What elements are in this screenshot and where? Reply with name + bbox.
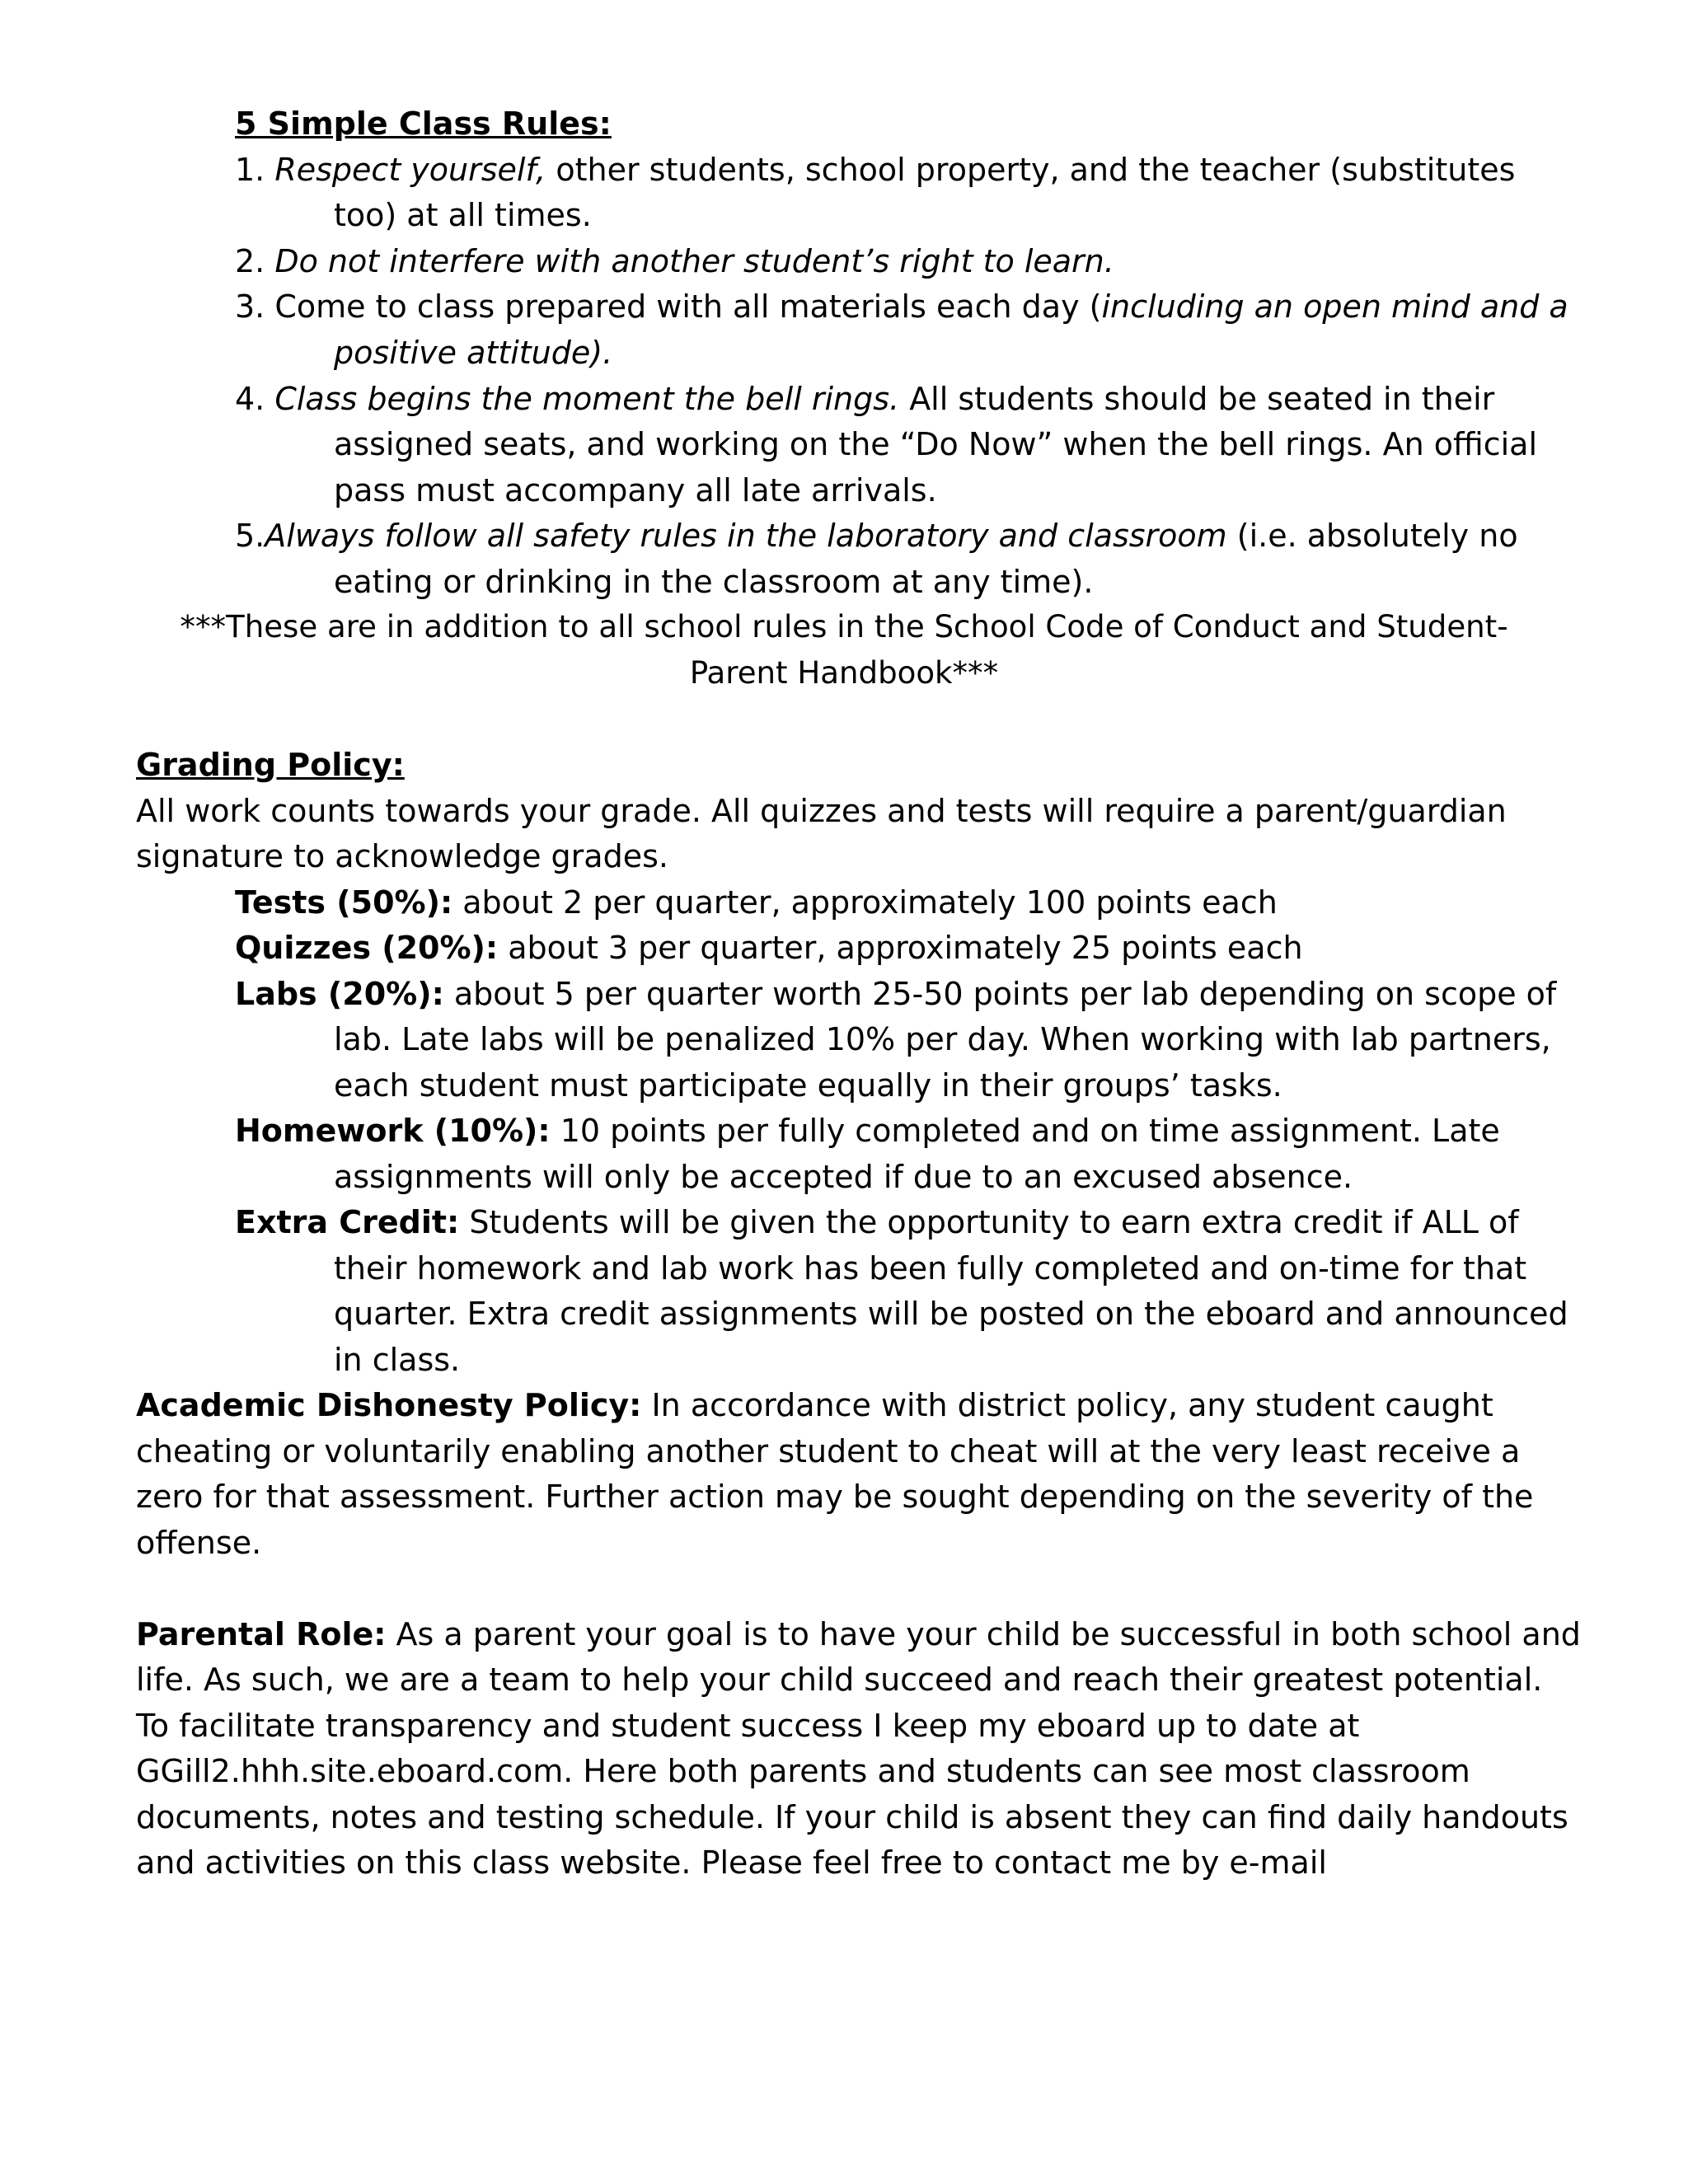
rules-note-line-1: ***These are in addition to all school rules in the School Code of Conduct and Student- (180, 609, 1508, 644)
rule-2-emphasis: Do not interfere with another student’s right to learn. (274, 243, 1114, 279)
dishonesty-line-3: zero for that assessment. Further action may be sought depending on the severity of the (136, 1479, 1534, 1515)
grading-tests (235, 879, 1278, 926)
extra-credit-continued-1: their homework and lab work has been fully completed and on-time for that (334, 1250, 1527, 1286)
dishonesty-line-2: cheating or voluntarily enabling another student to cheat will at the very least receive a (136, 1433, 1521, 1469)
labs-continued-2: each student must participate equally in their groups’ tasks. (334, 1067, 1282, 1104)
quizzes-label: Quizzes (20%): (235, 930, 499, 966)
rule-1-text: other students, school property, and the teacher (substitutes (546, 152, 1516, 188)
rule-4-continued-1: assigned seats, and working on the “Do Now” when the bell rings. An official (334, 426, 1538, 462)
extra-credit-text: Students will be given the opportunity to earn extra credit if ALL of (459, 1204, 1519, 1240)
grading-intro-1: All work counts towards your grade. All quizzes and tests will require a parent/guardian (136, 793, 1507, 829)
rule-3-text: Come to class prepared with all materials each day ( (274, 288, 1102, 325)
dishonesty-label: Academic Dishonesty Policy: (136, 1387, 642, 1423)
parental-line-5: documents, notes and testing schedule. If your child is absent they can find daily handouts (136, 1799, 1568, 1835)
parental-line-2: life. As such, we are a team to help your child succeed and reach their greatest potential. (136, 1661, 1543, 1698)
grading-labs (235, 971, 1556, 1017)
labs-label: Labs (20%): (235, 976, 444, 1012)
quizzes-text: about 3 per quarter, approximately 25 points each (498, 930, 1303, 966)
parental-line-1 (136, 1611, 1581, 1657)
homework-continued: assignments will only be accepted if due to an excused absence. (334, 1159, 1353, 1195)
rule-4-text: All students should be seated in their (899, 381, 1495, 417)
grading-heading: Grading Policy: (136, 747, 405, 783)
parental-line-4: GGill2.hhh.site.eboard.com. Here both parents and students can see most classroom (136, 1753, 1470, 1789)
grading-quizzes (235, 925, 1303, 971)
rule-5-continued: eating or drinking in the classroom at any time). (334, 564, 1094, 600)
parental-label: Parental Role: (136, 1616, 387, 1652)
rule-4-number: 4. (235, 381, 275, 417)
rule-1 (235, 147, 1515, 193)
rule-1-emphasis: Respect yourself, (274, 152, 546, 188)
rule-2-number: 2. (235, 243, 275, 279)
homework-label: Homework (10%): (235, 1113, 551, 1149)
rule-5-text: (i.e. absolutely no (1226, 518, 1518, 554)
rule-3 (235, 284, 1568, 330)
rules-heading: 5 Simple Class Rules: (235, 105, 612, 142)
extra-credit-continued-2: quarter. Extra credit assignments will be posted on the eboard and announced (334, 1296, 1568, 1332)
rule-3-number: 3. (235, 288, 275, 325)
extra-credit-continued-3: in class. (334, 1342, 461, 1378)
rules-note-line-2: Parent Handbook*** (689, 655, 999, 691)
rule-2 (235, 238, 1114, 284)
grading-extra-credit (235, 1199, 1519, 1245)
grading-intro-2: signature to acknowledge grades. (136, 838, 668, 874)
rule-3-continued: positive attitude). (334, 335, 613, 371)
labs-text: about 5 per quarter worth 25-50 points per lab depending on scope of (443, 976, 1557, 1012)
dishonesty-text: In accordance with district policy, any student caught (641, 1387, 1493, 1423)
dishonesty-line-4: offense. (136, 1525, 262, 1561)
dishonesty-line-1 (136, 1382, 1493, 1428)
rule-5 (235, 513, 1518, 559)
tests-text: about 2 per quarter, approximately 100 points each (452, 884, 1278, 921)
homework-text: 10 points per fully completed and on time assignment. Late (550, 1113, 1500, 1149)
rule-4-emphasis: Class begins the moment the bell rings. (274, 381, 900, 417)
rule-4-continued-2: pass must accompany all late arrivals. (334, 472, 937, 509)
tests-label: Tests (50%): (235, 884, 453, 921)
rule-5-emphasis: Always follow all safety rules in the laboratory and classroom (265, 518, 1227, 554)
rule-3-emphasis: including an open mind and a (1101, 288, 1568, 325)
parental-line-3: To facilitate transparency and student success I keep my eboard up to date at (136, 1708, 1360, 1744)
parental-line-6: and activities on this class website. Please feel free to contact me by e-mail (136, 1844, 1327, 1881)
rule-5-number: 5. (235, 518, 265, 554)
labs-continued-1: lab. Late labs will be penalized 10% per day. When working with lab partners, (334, 1021, 1551, 1057)
rule-1-continued: too) at all times. (334, 197, 592, 233)
extra-credit-label: Extra Credit: (235, 1204, 460, 1240)
rule-1-number: 1. (235, 152, 275, 188)
rule-4 (235, 376, 1494, 422)
parental-text: As a parent your goal is to have your child be successful in both school and (386, 1616, 1581, 1652)
grading-homework (235, 1108, 1500, 1154)
